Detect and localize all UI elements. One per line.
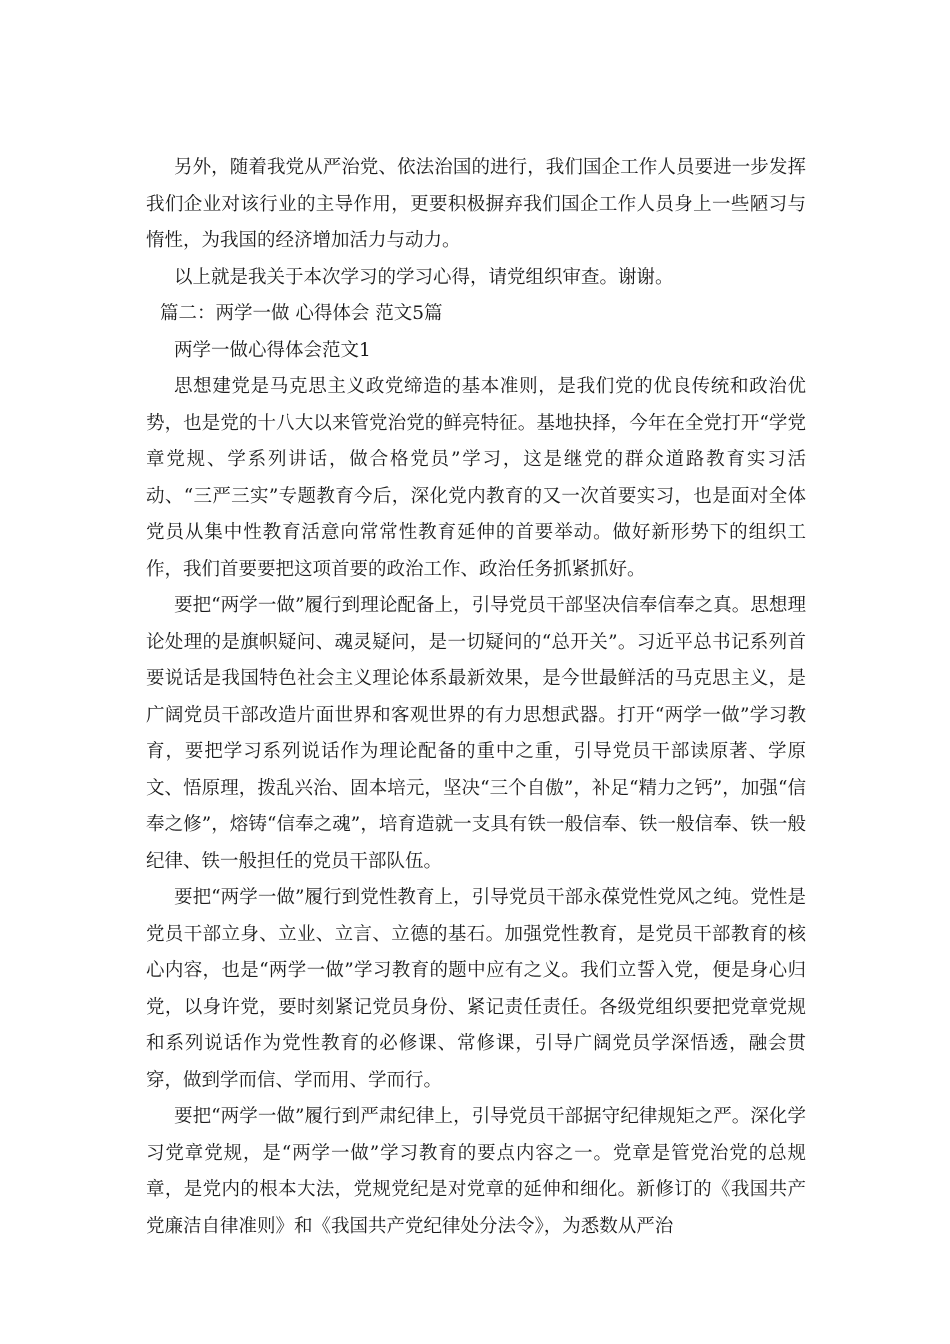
paragraph-4: 要把“两学一做”履行到理论配备上，引导党员干部坚决信奉信奉之真。思想理论处理的是旗帜疑问、魂灵疑问，是一切疑问的“总开关”。习近平总书记系列首要说话是我国特色社会主义理论体系最新效果，是今世最鲜活的马克思主义，是广阔党员干部改造片面世界和客观世界的有力思想武器。打开“两学一做”学习教育，要把学习系列说话作为理论配备的重中之重，引导党员干部读原著、学原文、悟原理，拨乱兴治、固本培元，坚决“三个自傲”，补足“精力之钙”，加强“信奉之修”，熔铸“信奉之魂”，培育造就一支具有铁一般信奉、铁一般信奉、铁一般纪律、铁一般担任的党员干部队伍。	[146, 595, 806, 872]
section-subheading: 两学一做心得体会范文1	[174, 339, 371, 361]
paragraph-3: 思想建党是马克思主义政党缔造的基本准则，是我们党的优良传统和政治优势，也是党的十八大以来管党治党的鲜亮特征。基地抉择，今年在全党打开“学党章党规、学系列讲话，做合格党员”学习，这是继党的群众道路教育实习活动、“三严三实”专题教育今后，深化党内教育的又一次首要实习，也是面对全体党员从集中性教育活意向常常性教育延伸的首要举动。做好新形势下的组织工作，我们首要要把这项首要的政治工作、政治任务抓紧抓好。	[146, 376, 806, 580]
paragraph-6: 要把“两学一做”履行到严肃纪律上，引导党员干部据守纪律规矩之严。深化学习党章党规，是“两学一做”学习教育的要点内容之一。党章是管党治党的总规章，是党内的根本大法，党规党纪是对党章的延伸和细化。新修订的《我国共产党廉洁自律准则》和《我国共产党纪律处分法令》，为悉数从严治	[146, 1106, 806, 1237]
document-body	[146, 150, 806, 1245]
paragraph-2: 以上就是我关于本次学习的学习心得，请党组织审查。谢谢。	[174, 266, 674, 288]
section-heading: 篇二：两学一做 心得体会 范文5篇	[160, 303, 443, 324]
paragraph-1: 另外，随着我党从严治党、依法治国的进行，我们国企工作人员要进一步发挥我们企业对该行业的主导作用，更要积极摒弃我们国企工作人员身上一些陋习与惰性，为我国的经济增加活力与动力。	[146, 157, 806, 251]
paragraph-5: 要把“两学一做”履行到党性教育上，引导党员干部永葆党性党风之纯。党性是党员干部立身、立业、立言、立德的基石。加强党性教育，是党员干部教育的核心内容，也是“两学一做”学习教育的题中应有之义。我们立誓入党，便是身心归党，以身许党，要时刻紧记党员身份、紧记责任责任。各级党组织要把党章党规和系列说话作为党性教育的必修课、常修课，引导广阔党员学深悟透，融会贯穿，做到学而信、学而用、学而行。	[146, 887, 806, 1091]
